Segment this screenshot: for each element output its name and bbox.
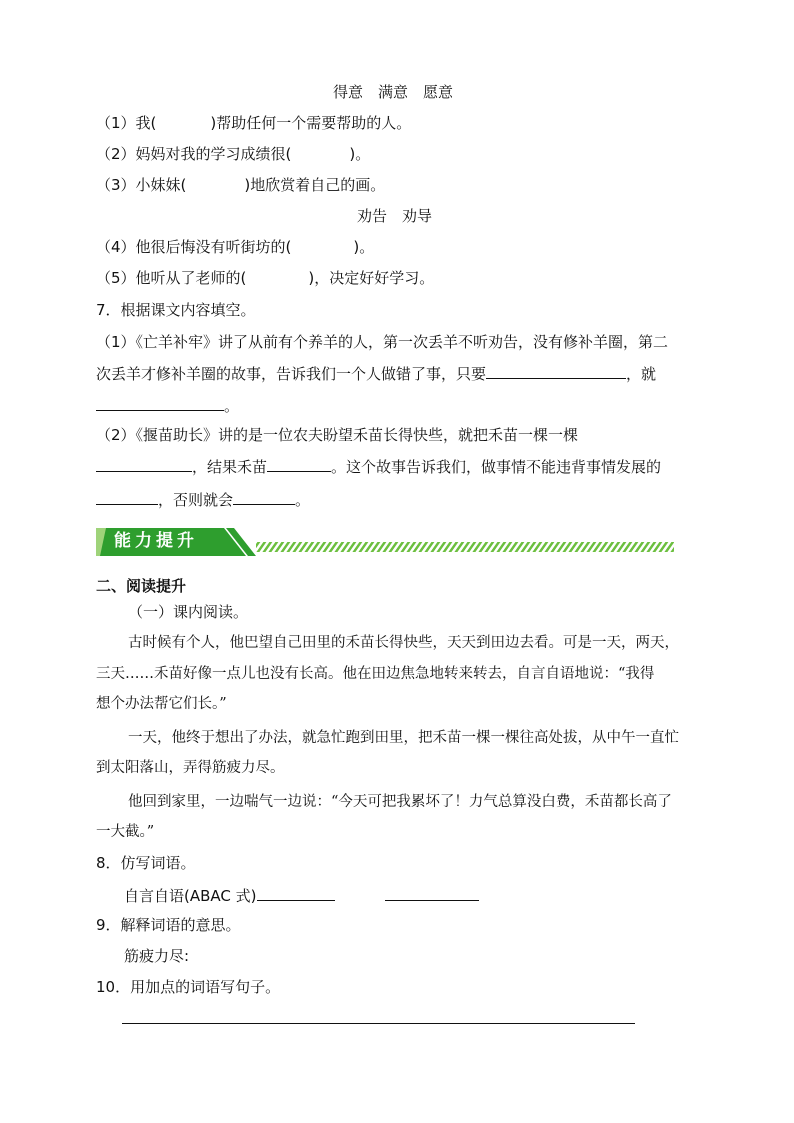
question-9-title: 9．解释词语的意思。 <box>96 916 241 934</box>
passage-para3-line2: 一大截。” <box>96 824 155 840</box>
question-7-part2-blank-1[interactable] <box>96 456 192 472</box>
question-1 <box>96 113 411 133</box>
question-3 <box>96 175 385 195</box>
question-7-part2-blank-2[interactable] <box>267 456 331 472</box>
passage-para3-line1: 他回到家里，一边喘气一边说：“今天可把我累坏了！力气总算没白费，禾苗都长高了 <box>128 794 672 810</box>
question-8-title: 8．仿写词语。 <box>96 854 196 872</box>
question-2 <box>96 144 370 164</box>
question-7-part2-text-d: 。 <box>295 491 311 509</box>
question-7-part2-text-b: 。这个故事告诉我们，做事情不能违背事情发展的 <box>331 458 662 476</box>
passage-para1-line3: 想个办法帮它们长。” <box>96 696 227 712</box>
question-7-part1-line2 <box>96 363 656 384</box>
question-4-text-before: （4）他很后悔没有听街坊的( <box>96 238 292 256</box>
question-7-part2-blank-4[interactable] <box>233 489 295 505</box>
passage-para2-line2: 到太阳落山，弄得筋疲力尽。 <box>96 760 285 776</box>
question-8-blank-1[interactable] <box>257 885 335 901</box>
section-2-title: 二、阅读提升 <box>96 577 187 595</box>
question-7-part1-blank-1[interactable] <box>486 363 626 379</box>
passage-para1-line2: 三天……禾苗好像一点儿也没有长高。他在田边焦急地转来转去，自言自语地说：“我得 <box>96 666 655 682</box>
question-10-answer-line[interactable] <box>122 1023 635 1024</box>
question-5 <box>96 268 434 288</box>
question-7-part1-blank-2[interactable] <box>96 395 224 411</box>
question-8-prompt-line <box>124 885 479 906</box>
question-3-text-after: )地欣赏着自己的画。 <box>244 176 386 194</box>
passage-para1-line1: 古时候有个人，他巴望自己田里的禾苗长得快些，天天到田边去看。可是一天，两天， <box>128 635 679 651</box>
question-1-text-after: )帮助任何一个需要帮助的人。 <box>210 114 412 132</box>
question-7-part2-line3 <box>96 489 310 510</box>
question-5-text-before: （5）他听从了老师的( <box>96 269 247 287</box>
question-7-part2-text-a: ，结果禾苗 <box>192 458 268 476</box>
question-1-text-before: （1）我( <box>96 114 157 132</box>
question-2-text-after: )。 <box>349 145 371 163</box>
question-8-blank-2[interactable] <box>385 885 479 901</box>
question-7-part1-line1: （1）《亡羊补牢》讲了从前有个养羊的人，第一次丢羊不听劝告，没有修补羊圈，第二 <box>96 333 669 351</box>
question-10-title: 10．用加点的词语写句子。 <box>96 978 281 996</box>
question-9-prompt: 筋疲力尽: <box>124 947 190 965</box>
banner-label: 能力提升 <box>114 531 198 551</box>
question-8-prompt: 自言自语(ABAC 式) <box>124 887 257 905</box>
question-7-part2-blank-3[interactable] <box>96 489 158 505</box>
word-choices-1: 得意 满意 愿意 <box>333 83 454 101</box>
question-7-part1-line3 <box>96 395 239 416</box>
section-2-subtitle: （一）课内阅读。 <box>128 603 249 621</box>
question-7-part1-text-b: ，就 <box>626 365 657 383</box>
question-7-part2-line1: （2）《揠苗助长》讲的是一位农夫盼望禾苗长得快些，就把禾苗一棵一棵 <box>96 426 579 444</box>
question-7-part1-text-a: 次丢羊才修补羊圈的故事，告诉我们一个人做错了事，只要 <box>96 365 487 383</box>
question-7-part2-text-c: ，否则就会 <box>158 491 234 509</box>
question-3-text-before: （3）小妹妹( <box>96 176 187 194</box>
question-2-text-before: （2）妈妈对我的学习成绩很( <box>96 145 292 163</box>
passage-para2-line1: 一天，他终于想出了办法，就急忙跑到田里，把禾苗一棵一棵往高处拔，从中午一直忙 <box>128 730 679 746</box>
question-7-part1-text-end: 。 <box>224 397 240 415</box>
section-banner <box>96 524 678 560</box>
word-choices-2: 劝告 劝导 <box>357 207 433 225</box>
question-4 <box>96 237 374 257</box>
question-4-text-after: )。 <box>353 238 375 256</box>
question-7-part2-line2 <box>96 456 661 477</box>
question-7-title: 7．根据课文内容填空。 <box>96 301 256 319</box>
question-5-text-after: )，决定好好学习。 <box>308 269 435 287</box>
